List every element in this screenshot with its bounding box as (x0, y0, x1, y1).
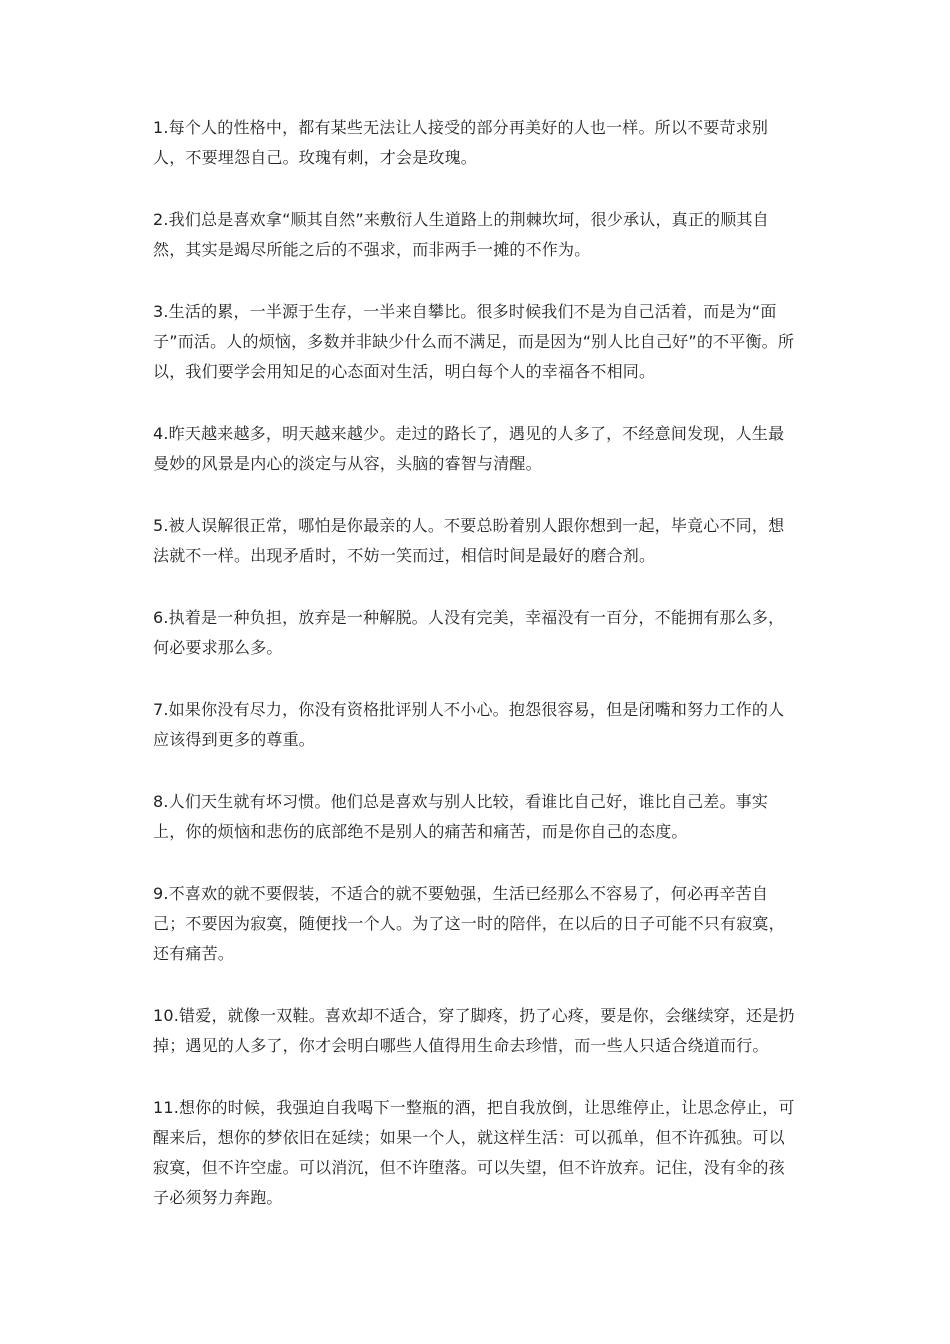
paragraph-6: 6.执着是一种负担，放弃是一种解脱。人没有完美，幸福没有一百分，不能拥有那么多，何必要求那么多。 (153, 608, 785, 657)
document-page (153, 113, 799, 1245)
paragraph-2: 2.我们总是喜欢拿“顺其自然”来敷衍人生道路上的荆棘坎坷，很少承认，真正的顺其自然，其实是竭尽所能之后的不强求，而非两手一摊的不作为。 (153, 210, 769, 259)
paragraph-5: 5.被人误解很正常，哪怕是你最亲的人。不要总盼着别人跟你想到一起，毕竟心不同，想法就不一样。出现矛盾时，不妨一笑而过，相信时间是最好的磨合剂。 (153, 516, 785, 565)
paragraph-7: 7.如果你没有尽力，你没有资格批评别人不小心。抱怨很容易，但是闭嘴和努力工作的人应该得到更多的尊重。 (153, 700, 785, 749)
paragraph-11: 11.想你的时候，我强迫自我喝下一整瓶的酒，把自我放倒，让思维停止，让思念停止，可醒来后，想你的梦依旧在延续；如果一个人，就这样生活：可以孤单，但不许孤独。可以寂寞，但不许空虚。可以消沉，但不许堕落。可以失望，但不许放弃。记住，没有伞的孩子必须努力奔跑。 (153, 1098, 795, 1207)
paragraph-1: 1.每个人的性格中，都有某些无法让人接受的部分再美好的人也一样。所以不要苛求别人，不要埋怨自己。玫瑰有刺，才会是玫瑰。 (153, 118, 769, 167)
paragraph-4: 4.昨天越来越多，明天越来越少。走过的路长了，遇见的人多了，不经意间发现，人生最曼妙的风景是内心的淡定与从容，头脑的睿智与清醒。 (153, 424, 785, 473)
paragraph-8: 8.人们天生就有坏习惯。他们总是喜欢与别人比较，看谁比自己好，谁比自己差。事实上，你的烦恼和悲伤的底部绝不是别人的痛苦和痛苦，而是你自己的态度。 (153, 792, 769, 841)
paragraph-9: 9.不喜欢的就不要假装，不适合的就不要勉强，生活已经那么不容易了，何必再辛苦自己；不要因为寂寞，随便找一个人。为了这一时的陪伴，在以后的日子可能不只有寂寞，还有痛苦。 (153, 884, 785, 963)
paragraph-3: 3.生活的累，一半源于生存，一半来自攀比。很多时候我们不是为自己活着，而是为“面子”而活。人的烦恼，多数并非缺少什么而不满足，而是因为“别人比自己好”的不平衡。所以，我们要学会用知足的心态面对生活，明白每个人的幸福各不相同。 (153, 302, 795, 381)
paragraph-10: 10.错爱，就像一双鞋。喜欢却不适合，穿了脚疼，扔了心疼，要是你，会继续穿，还是扔掉；遇见的人多了，你才会明白哪些人值得用生命去珍惜，而一些人只适合绕道而行。 (153, 1006, 795, 1055)
